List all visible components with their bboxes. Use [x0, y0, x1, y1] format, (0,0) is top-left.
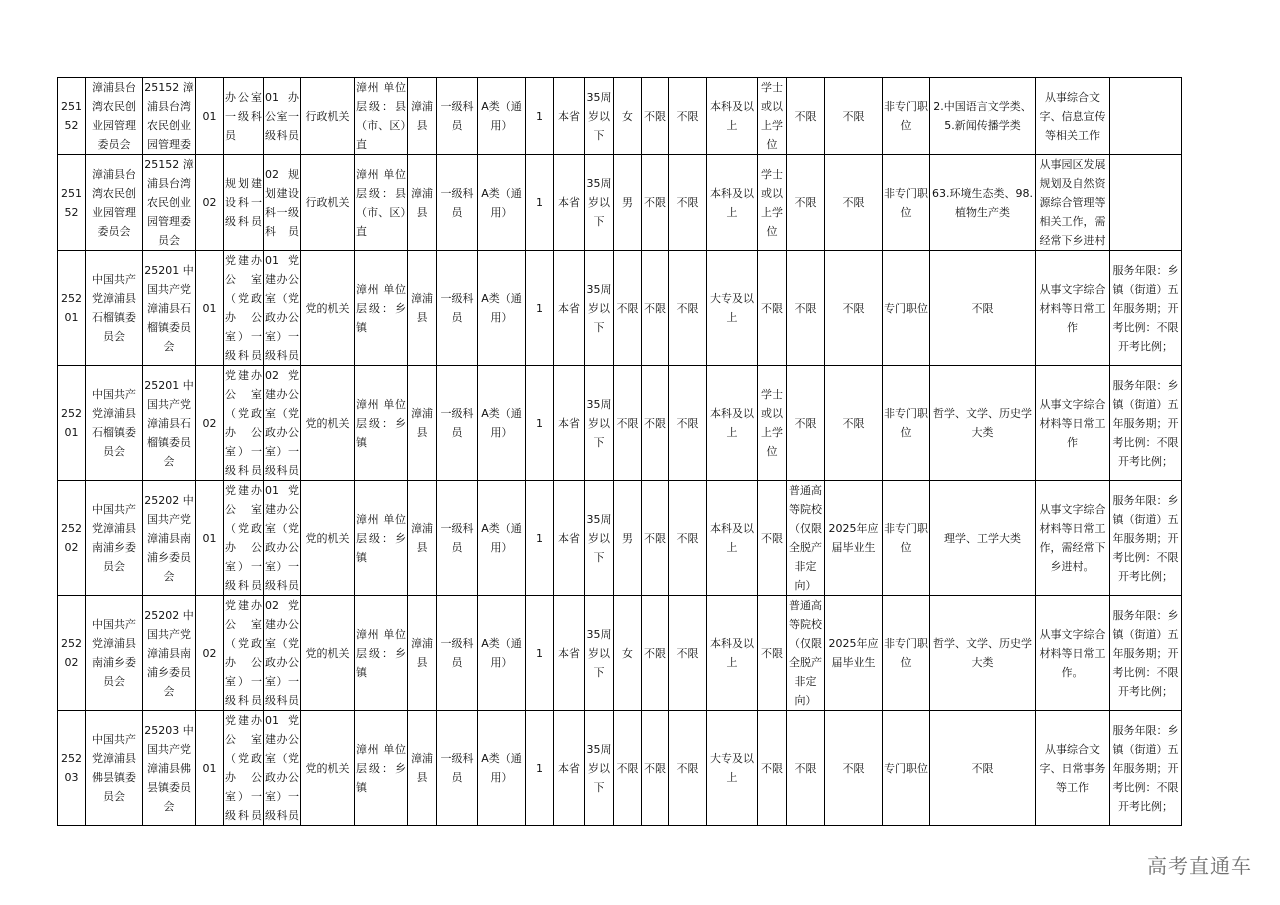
cell-recruiting-unit: 25152 漳浦县台湾农民创业园管理委 — [143, 78, 196, 155]
cell-candidate-type: 不限 — [825, 711, 883, 826]
cell-remarks: 服务年限：乡镇（街道）五年服务期；开考比例：不限开考比例； — [1110, 481, 1182, 596]
cell-job-description: 从事文字综合材料等日常工作，需经常下乡进村。 — [1036, 481, 1110, 596]
cell-gender: 女 — [614, 78, 642, 155]
cell-position-number: 01 — [196, 481, 224, 596]
cell-position-code: 25152 — [58, 78, 86, 155]
cell-recruiting-unit: 25201 中国共产党漳浦县石榴镇委员会 — [143, 366, 196, 481]
cell-ethnicity: 不限 — [642, 481, 669, 596]
cell-school-type: 不限 — [787, 711, 825, 826]
cell-school-type: 不限 — [787, 251, 825, 366]
cell-job-description: 从事综合文字、日常事务等工作 — [1036, 711, 1110, 826]
cell-unit-nature: 党的机关 — [301, 251, 355, 366]
cell-position-name: 党建办公室（党政办公室）一级科员 — [224, 251, 264, 366]
cell-ethnicity: 不限 — [642, 251, 669, 366]
cell-unit-level: 漳州 单位层级：县（市、区）直 — [355, 78, 408, 155]
cell-major-requirement: 哲学、文学、历史学大类 — [930, 596, 1036, 711]
cell-rank: 一级科员 — [437, 711, 478, 826]
cell-position-number: 02 — [196, 596, 224, 711]
cell-age-requirement: 35周岁以下 — [585, 481, 614, 596]
cell-education: 大专及以上 — [707, 711, 758, 826]
cell-location: 漳浦县 — [408, 596, 437, 711]
cell-ethnicity: 不限 — [642, 155, 669, 251]
cell-candidate-type: 不限 — [825, 251, 883, 366]
cell-unit-level: 漳州 单位层级：县（市、区）直 — [355, 155, 408, 251]
cell-position-type: 非专门职位 — [883, 78, 930, 155]
table-row — [58, 711, 1182, 826]
cell-rank: 一级科员 — [437, 366, 478, 481]
cell-unit-name: 漳浦县台湾农民创业园管理委员会 — [86, 78, 143, 155]
cell-education: 本科及以上 — [707, 481, 758, 596]
cell-job-description: 从事综合文字、信息宣传等相关工作 — [1036, 78, 1110, 155]
cell-gender: 不限 — [614, 251, 642, 366]
cell-unit-name: 中国共产党漳浦县石榴镇委员会 — [86, 366, 143, 481]
cell-exam-category: A类（通用） — [478, 366, 526, 481]
cell-rank: 一级科员 — [437, 155, 478, 251]
cell-position-type: 非专门职位 — [883, 155, 930, 251]
cell-hire-count: 1 — [526, 481, 554, 596]
cell-candidate-type: 2025年应届毕业生 — [825, 481, 883, 596]
cell-age-requirement: 35周岁以下 — [585, 596, 614, 711]
cell-ethnicity: 不限 — [642, 596, 669, 711]
cell-position-name: 党建办公室（党政办公室）一级科员 — [224, 711, 264, 826]
cell-location: 漳浦县 — [408, 481, 437, 596]
cell-unit-nature: 党的机关 — [301, 711, 355, 826]
cell-position-type: 专门职位 — [883, 711, 930, 826]
cell-candidate-type: 不限 — [825, 78, 883, 155]
cell-position-full-name: 01 办公室一级科员 — [264, 78, 301, 155]
cell-political-status: 不限 — [669, 481, 707, 596]
cell-hire-count: 1 — [526, 366, 554, 481]
cell-job-description: 从事园区发展规划及自然资源综合管理等相关工作，需经常下乡进村 — [1036, 155, 1110, 251]
cell-position-number: 01 — [196, 78, 224, 155]
cell-age-requirement: 35周岁以下 — [585, 711, 614, 826]
cell-remarks: 服务年限：乡镇（街道）五年服务期；开考比例：不限开考比例； — [1110, 366, 1182, 481]
cell-recruiting-unit: 25203 中国共产党漳浦县佛昙镇委员会 — [143, 711, 196, 826]
cell-position-code: 25152 — [58, 155, 86, 251]
cell-position-number: 01 — [196, 711, 224, 826]
cell-ethnicity: 不限 — [642, 711, 669, 826]
cell-political-status: 不限 — [669, 711, 707, 826]
cell-school-type: 普通高等院校（仅限全脱产非定向） — [787, 596, 825, 711]
cell-household-origin: 本省 — [554, 711, 585, 826]
cell-location: 漳浦县 — [408, 251, 437, 366]
cell-degree: 学士或以上学位 — [758, 155, 787, 251]
cell-position-name: 党建办公室（党政办公室）一级科员 — [224, 366, 264, 481]
cell-remarks: 服务年限：乡镇（街道）五年服务期；开考比例：不限开考比例； — [1110, 711, 1182, 826]
cell-political-status: 不限 — [669, 596, 707, 711]
cell-position-number: 02 — [196, 366, 224, 481]
cell-age-requirement: 35周岁以下 — [585, 155, 614, 251]
cell-position-type: 非专门职位 — [883, 366, 930, 481]
cell-major-requirement: 不限 — [930, 251, 1036, 366]
cell-unit-name: 中国共产党漳浦县佛昙镇委员会 — [86, 711, 143, 826]
table-row — [58, 366, 1182, 481]
cell-unit-nature: 行政机关 — [301, 78, 355, 155]
cell-position-name: 办公室一级科员 — [224, 78, 264, 155]
cell-hire-count: 1 — [526, 78, 554, 155]
cell-location: 漳浦县 — [408, 155, 437, 251]
cell-location: 漳浦县 — [408, 711, 437, 826]
cell-unit-name: 漳浦县台湾农民创业园管理委员会 — [86, 155, 143, 251]
cell-position-full-name: 01 党建办公室（党政办公室）一级科员 — [264, 711, 301, 826]
cell-rank: 一级科员 — [437, 596, 478, 711]
cell-position-code: 25203 — [58, 711, 86, 826]
cell-unit-name: 中国共产党漳浦县石榴镇委员会 — [86, 251, 143, 366]
cell-household-origin: 本省 — [554, 481, 585, 596]
cell-unit-level: 漳州 单位层级：乡镇 — [355, 251, 408, 366]
cell-gender: 男 — [614, 481, 642, 596]
cell-rank: 一级科员 — [437, 251, 478, 366]
table-row — [58, 155, 1182, 251]
cell-exam-category: A类（通用） — [478, 596, 526, 711]
cell-age-requirement: 35周岁以下 — [585, 366, 614, 481]
cell-hire-count: 1 — [526, 596, 554, 711]
cell-location: 漳浦县 — [408, 366, 437, 481]
cell-hire-count: 1 — [526, 155, 554, 251]
cell-candidate-type: 不限 — [825, 155, 883, 251]
cell-household-origin: 本省 — [554, 596, 585, 711]
cell-age-requirement: 35周岁以下 — [585, 251, 614, 366]
cell-degree: 学士或以上学位 — [758, 366, 787, 481]
cell-remarks — [1110, 155, 1182, 251]
cell-exam-category: A类（通用） — [478, 78, 526, 155]
cell-candidate-type: 2025年应届毕业生 — [825, 596, 883, 711]
cell-position-full-name: 01 党建办公室（党政办公室）一级科员 — [264, 251, 301, 366]
cell-unit-level: 漳州 单位层级：乡镇 — [355, 366, 408, 481]
table-row — [58, 251, 1182, 366]
cell-position-code: 25202 — [58, 596, 86, 711]
cell-remarks — [1110, 78, 1182, 155]
cell-job-description: 从事文字综合材料等日常工作 — [1036, 251, 1110, 366]
cell-unit-level: 漳州 单位层级：乡镇 — [355, 711, 408, 826]
cell-age-requirement: 35周岁以下 — [585, 78, 614, 155]
table-row — [58, 596, 1182, 711]
cell-political-status: 不限 — [669, 366, 707, 481]
cell-position-type: 非专门职位 — [883, 596, 930, 711]
cell-unit-level: 漳州 单位层级：乡镇 — [355, 481, 408, 596]
cell-position-number: 01 — [196, 251, 224, 366]
cell-recruiting-unit: 25202 中国共产党漳浦县南浦乡委员会 — [143, 481, 196, 596]
cell-candidate-type: 不限 — [825, 366, 883, 481]
cell-school-type: 不限 — [787, 78, 825, 155]
cell-school-type: 普通高等院校（仅限全脱产非定向） — [787, 481, 825, 596]
cell-job-description: 从事文字综合材料等日常工作 — [1036, 366, 1110, 481]
cell-unit-nature: 行政机关 — [301, 155, 355, 251]
cell-degree: 不限 — [758, 481, 787, 596]
cell-unit-name: 中国共产党漳浦县南浦乡委员会 — [86, 596, 143, 711]
cell-political-status: 不限 — [669, 155, 707, 251]
cell-gender: 男 — [614, 155, 642, 251]
cell-household-origin: 本省 — [554, 366, 585, 481]
recruitment-table — [57, 77, 1182, 826]
cell-degree: 不限 — [758, 596, 787, 711]
cell-position-code: 25201 — [58, 251, 86, 366]
cell-household-origin: 本省 — [554, 251, 585, 366]
cell-political-status: 不限 — [669, 251, 707, 366]
cell-position-code: 25201 — [58, 366, 86, 481]
cell-household-origin: 本省 — [554, 155, 585, 251]
cell-position-full-name: 01 党建办公室（党政办公室）一级科员 — [264, 481, 301, 596]
cell-position-name: 规划建设科一级科员 — [224, 155, 264, 251]
cell-location: 漳浦县 — [408, 78, 437, 155]
table-row — [58, 78, 1182, 155]
cell-unit-nature: 党的机关 — [301, 596, 355, 711]
cell-major-requirement: 理学、工学大类 — [930, 481, 1036, 596]
cell-gender: 女 — [614, 596, 642, 711]
cell-position-type: 专门职位 — [883, 251, 930, 366]
cell-position-code: 25202 — [58, 481, 86, 596]
table-body — [58, 78, 1182, 826]
cell-remarks: 服务年限：乡镇（街道）五年服务期；开考比例：不限开考比例； — [1110, 251, 1182, 366]
table-row — [58, 481, 1182, 596]
cell-recruiting-unit: 25202 中国共产党漳浦县南浦乡委员会 — [143, 596, 196, 711]
cell-major-requirement: 63.环境生态类、98.植物生产类 — [930, 155, 1036, 251]
cell-education: 本科及以上 — [707, 366, 758, 481]
cell-major-requirement: 2.中国语言文学类、5.新闻传播学类 — [930, 78, 1036, 155]
cell-major-requirement: 不限 — [930, 711, 1036, 826]
cell-school-type: 不限 — [787, 366, 825, 481]
cell-degree: 不限 — [758, 711, 787, 826]
cell-position-full-name: 02 党建办公室（党政办公室）一级科员 — [264, 366, 301, 481]
cell-major-requirement: 哲学、文学、历史学大类 — [930, 366, 1036, 481]
cell-position-type: 非专门职位 — [883, 481, 930, 596]
cell-exam-category: A类（通用） — [478, 711, 526, 826]
cell-position-full-name: 02 党建办公室（党政办公室）一级科员 — [264, 596, 301, 711]
cell-education: 本科及以上 — [707, 78, 758, 155]
cell-unit-nature: 党的机关 — [301, 481, 355, 596]
cell-degree: 不限 — [758, 251, 787, 366]
cell-household-origin: 本省 — [554, 78, 585, 155]
cell-education: 本科及以上 — [707, 155, 758, 251]
cell-degree: 学士或以上学位 — [758, 78, 787, 155]
watermark: 高考直通车 — [1147, 854, 1252, 878]
cell-ethnicity: 不限 — [642, 78, 669, 155]
cell-political-status: 不限 — [669, 78, 707, 155]
cell-recruiting-unit: 25201 中国共产党漳浦县石榴镇委员会 — [143, 251, 196, 366]
cell-rank: 一级科员 — [437, 78, 478, 155]
cell-rank: 一级科员 — [437, 481, 478, 596]
cell-unit-name: 中国共产党漳浦县南浦乡委员会 — [86, 481, 143, 596]
cell-school-type: 不限 — [787, 155, 825, 251]
cell-position-full-name: 02 规划建设科一级科员 — [264, 155, 301, 251]
cell-ethnicity: 不限 — [642, 366, 669, 481]
cell-unit-level: 漳州 单位层级：乡镇 — [355, 596, 408, 711]
cell-exam-category: A类（通用） — [478, 251, 526, 366]
cell-gender: 不限 — [614, 711, 642, 826]
cell-unit-nature: 党的机关 — [301, 366, 355, 481]
cell-exam-category: A类（通用） — [478, 481, 526, 596]
cell-education: 大专及以上 — [707, 251, 758, 366]
cell-hire-count: 1 — [526, 251, 554, 366]
cell-job-description: 从事文字综合材料等日常工作。 — [1036, 596, 1110, 711]
cell-hire-count: 1 — [526, 711, 554, 826]
cell-education: 本科及以上 — [707, 596, 758, 711]
cell-exam-category: A类（通用） — [478, 155, 526, 251]
cell-recruiting-unit: 25152 漳浦县台湾农民创业园管理委员会 — [143, 155, 196, 251]
cell-position-name: 党建办公室（党政办公室）一级科员 — [224, 596, 264, 711]
cell-gender: 不限 — [614, 366, 642, 481]
cell-remarks: 服务年限：乡镇（街道）五年服务期；开考比例：不限开考比例； — [1110, 596, 1182, 711]
cell-position-name: 党建办公室（党政办公室）一级科员 — [224, 481, 264, 596]
cell-position-number: 02 — [196, 155, 224, 251]
